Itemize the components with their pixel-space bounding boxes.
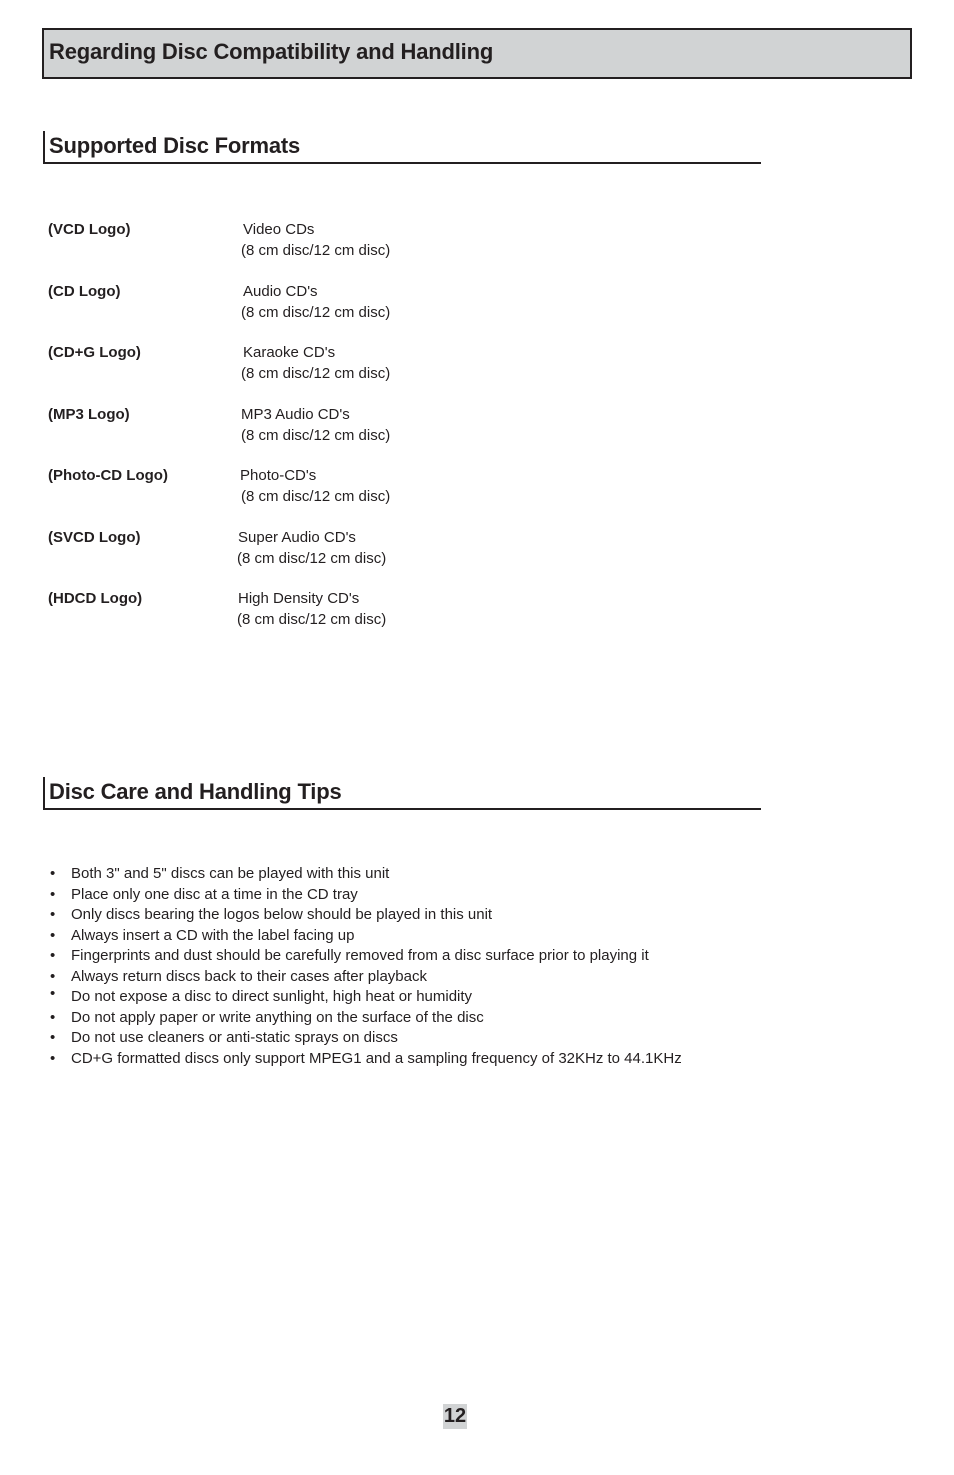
page-number: 12 bbox=[443, 1405, 467, 1427]
bullet-icon: • bbox=[50, 1029, 56, 1046]
list-item bbox=[48, 946, 682, 967]
format-description bbox=[241, 282, 390, 323]
list-item bbox=[48, 905, 682, 926]
bullet-icon: • bbox=[50, 885, 56, 903]
tip-text: Do not apply paper or write anything on the surface of the disc bbox=[71, 1008, 484, 1026]
format-logo-label: (Photo-CD Logo) bbox=[48, 467, 168, 484]
disc-care-heading bbox=[43, 777, 761, 810]
supported-formats-heading bbox=[43, 131, 761, 164]
format-description bbox=[240, 466, 390, 507]
format-type: Super Audio CD's bbox=[238, 529, 356, 546]
format-size: (8 cm disc/12 cm disc) bbox=[241, 241, 391, 259]
bullet-icon: • bbox=[50, 947, 56, 964]
format-size: (8 cm disc/12 cm disc) bbox=[241, 364, 391, 382]
page-title: Regarding Disc Compatibility and Handling bbox=[49, 39, 494, 64]
format-size: (8 cm disc/12 cm disc) bbox=[241, 303, 391, 321]
tip-text: Always return discs back to their cases after playback bbox=[71, 967, 427, 985]
tip-text: Fingerprints and dust should be carefully removed from a disc surface prior to playing it bbox=[71, 947, 649, 964]
list-item bbox=[48, 1008, 682, 1029]
bullet-icon: • bbox=[50, 985, 56, 1002]
format-type: Photo-CD's bbox=[240, 467, 317, 484]
format-type: Audio CD's bbox=[243, 283, 318, 300]
tip-text: Only discs bearing the logos below should be played in this unit bbox=[71, 906, 493, 923]
tip-text: Both 3" and 5" discs can be played with this unit bbox=[71, 865, 390, 882]
format-type: Video CDs bbox=[243, 221, 315, 238]
tip-text: Do not expose a disc to direct sunlight, high heat or humidity bbox=[71, 988, 473, 1005]
format-description bbox=[241, 343, 390, 384]
tip-text: Always insert a CD with the label facing up bbox=[71, 926, 355, 944]
list-item bbox=[48, 1049, 682, 1070]
format-logo-label: (MP3 Logo) bbox=[48, 406, 130, 423]
list-item bbox=[48, 987, 682, 1008]
format-description bbox=[237, 528, 386, 569]
section-banner bbox=[42, 28, 912, 79]
format-size: (8 cm disc/12 cm disc) bbox=[237, 610, 387, 628]
format-description bbox=[241, 220, 390, 261]
list-item bbox=[48, 885, 682, 906]
format-type: Karaoke CD's bbox=[243, 344, 336, 361]
bullet-icon: • bbox=[50, 1049, 56, 1067]
disc-care-title: Disc Care and Handling Tips bbox=[49, 779, 342, 804]
format-size: (8 cm disc/12 cm disc) bbox=[241, 487, 391, 505]
supported-formats-title: Supported Disc Formats bbox=[49, 133, 301, 158]
format-logo-label: (HDCD Logo) bbox=[48, 590, 143, 607]
format-type: MP3 Audio CD's bbox=[241, 406, 350, 423]
list-item bbox=[48, 1028, 682, 1049]
tip-text: CD+G formatted discs only support MPEG1 and a sampling frequency of 32KHz to 44.1KHz bbox=[71, 1049, 682, 1067]
format-description bbox=[241, 405, 390, 446]
bullet-icon: • bbox=[50, 906, 56, 923]
list-item bbox=[48, 967, 682, 988]
tip-text: Do not use cleaners or anti-static sprays on discs bbox=[71, 1029, 398, 1046]
format-logo-label: (SVCD Logo) bbox=[48, 529, 141, 546]
list-item bbox=[48, 926, 682, 947]
bullet-icon: • bbox=[50, 967, 56, 985]
format-logo-label: (VCD Logo) bbox=[48, 221, 131, 238]
format-size: (8 cm disc/12 cm disc) bbox=[237, 549, 387, 567]
bullet-icon: • bbox=[50, 926, 56, 944]
care-tips-list bbox=[48, 864, 682, 1069]
bullet-icon: • bbox=[50, 865, 56, 882]
format-size: (8 cm disc/12 cm disc) bbox=[241, 426, 391, 444]
tip-text: Place only one disc at a time in the CD tray bbox=[71, 885, 358, 903]
format-description bbox=[237, 589, 386, 630]
bullet-icon: • bbox=[50, 1008, 56, 1026]
list-item bbox=[48, 864, 682, 885]
format-type: High Density CD's bbox=[238, 590, 360, 607]
format-logo-label: (CD+G Logo) bbox=[48, 344, 141, 361]
format-logo-label: (CD Logo) bbox=[48, 283, 121, 300]
